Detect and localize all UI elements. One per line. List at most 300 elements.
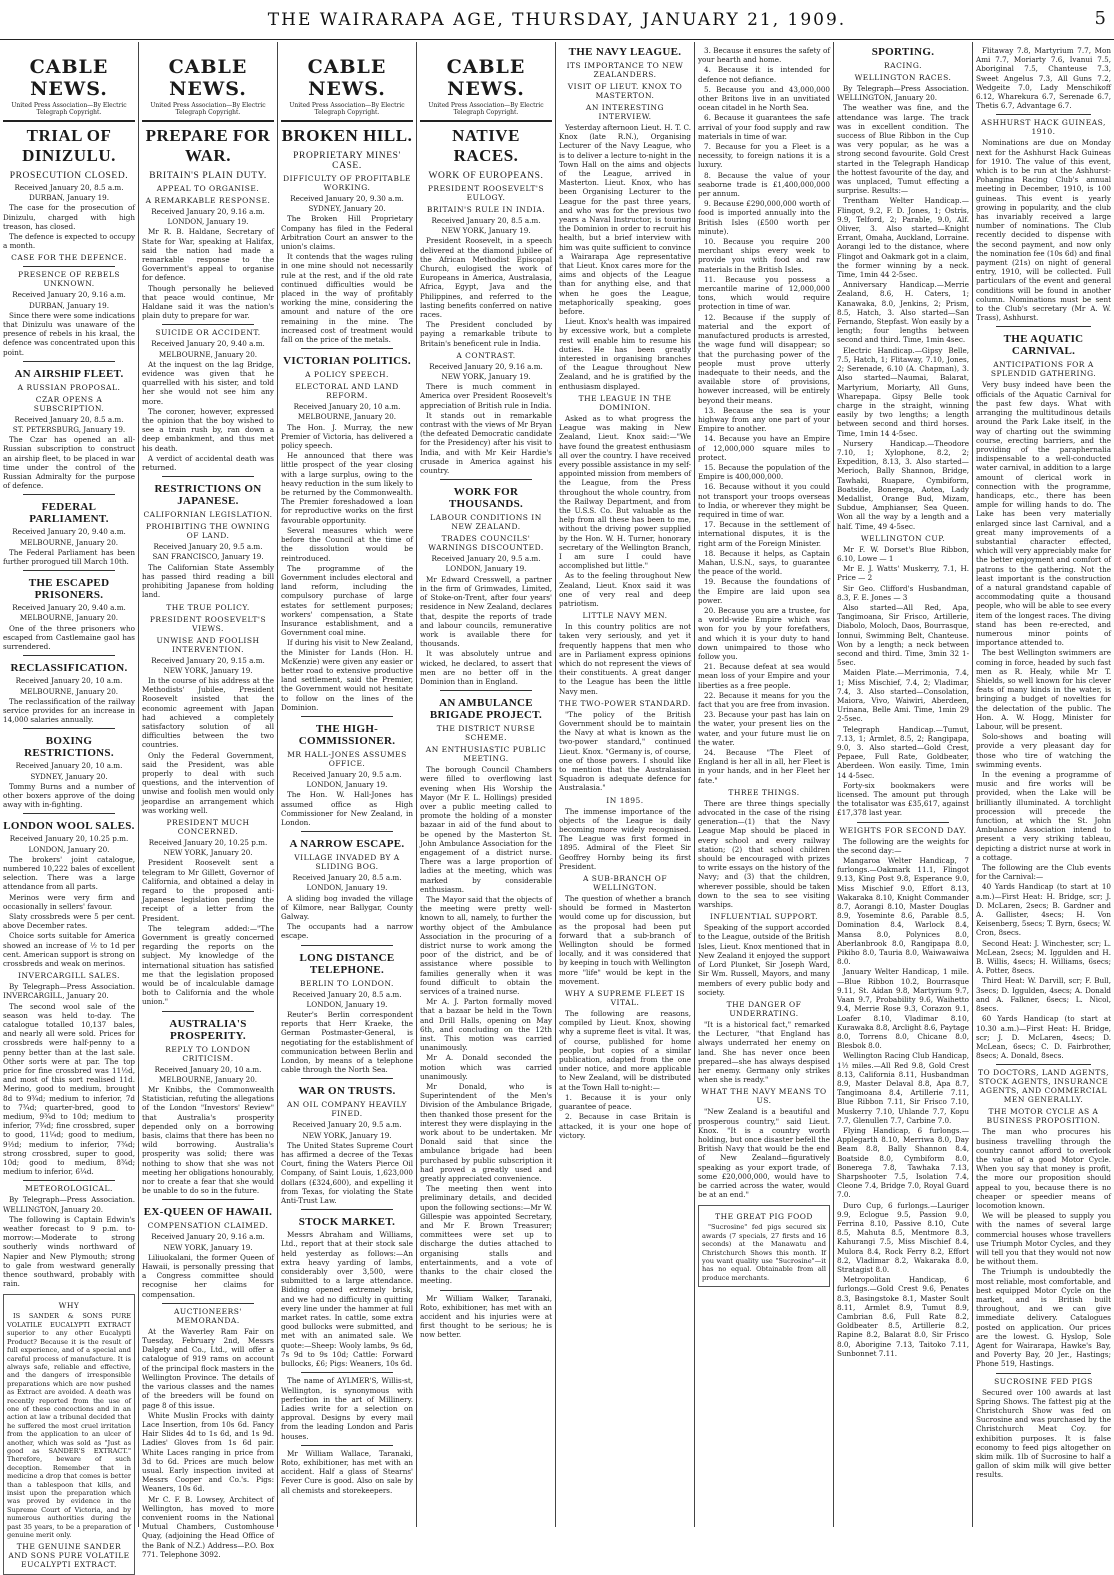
location-line: MELBOURNE, January 20. — [19, 613, 119, 623]
paragraph: 19. Because the foundations of the Empire are laid upon sea power. — [698, 577, 830, 605]
article-subhead: A POLICY SPEECH. — [305, 370, 389, 380]
article-subhead: CALIFORNIAN LEGISLATION. — [143, 510, 273, 520]
article-subhead: BRITAIN'S RULE IN INDIA. — [426, 205, 546, 214]
paragraph: Mr A. Donald seconded the motion which was carried unanimously. — [420, 1053, 552, 1081]
paragraph: 4. Because it is intended for defence not defiance. — [698, 65, 830, 84]
article-headline: STOCK MARKET. — [298, 1216, 396, 1229]
divider — [23, 728, 115, 729]
paragraph: 6. Because it guarantees the safe arrival of your food supply and raw materials in time of war. — [698, 113, 830, 141]
article-subhead: A RUSSIAN PROPOSAL. — [17, 382, 121, 392]
paragraph: The Hon. J. Murray, the new Premier of Victoria, has delivered a policy speech. — [281, 422, 413, 451]
article-headline: THE ESCAPED PRISONERS. — [28, 577, 110, 602]
paragraph: The President concluded by paying a remarkable tribute to Britain's beneficent rule in India. — [420, 320, 552, 348]
paragraph: Sir Geo. Clifford's Husbandman, 8.3, F. E. Jones — 3 — [837, 583, 969, 602]
article-subhead: THE DISTRICT NURSE SCHEME. — [436, 724, 536, 743]
location-line: DURBAN, January 19. — [28, 193, 110, 203]
paragraph: White Muslin Frocks with dainty Lace Insertion, from 10s 6d. Fancy Hair Slides 4d to 1s 6d, and 1s 9d. Ladies' Gloves from 1s 6d pair. White Laces ranging in price from 3d to 6d. Prices are much below usual. Early inspection invited at Messrs Cooper and Co.'s. Pigs: Weaners, 10s 6d. — [142, 1410, 274, 1494]
paragraph: A verdict of accidental death was returned. — [142, 453, 274, 473]
dateline: Received January 20, 10 a.m. — [293, 402, 401, 412]
article-headline: LONG DISTANCE TELEPHONE. — [299, 951, 395, 976]
dateline: Received January 20, 8.5 a.m. — [431, 216, 541, 225]
divider — [162, 1199, 254, 1200]
article-subhead: WHY A SUPREME FLEET IS VITAL. — [564, 989, 686, 1008]
paragraph: The Hon. W. Hall-Jones has assumed office as High Commissioner for New Zealand, in London. — [281, 790, 413, 827]
section-heading: CABLE NEWS. — [446, 56, 526, 100]
article-subhead: DIFFICULTY OF PROFITABLE WORKING. — [283, 174, 411, 192]
paragraph: Mr E. J. Watts' Muskerry, 7.1, H. Price — 2 — [837, 564, 969, 583]
paragraph: It stands out in remarkable contrast with the views of Mr Bryan (the defeated Democratic candidate for the Presidency) after his visit to India, and with Mr Keir Hardie's crusade in America against his country. — [420, 410, 552, 476]
paragraph: The Federal Parliament has been further prorogued till March 10th. — [3, 547, 135, 567]
paragraph: 21. Because defeat at sea would mean loss of your Empire and your liberties as a free people. — [698, 662, 830, 690]
divider — [162, 324, 254, 325]
divider — [440, 1290, 532, 1291]
paragraph: Tommy Burns and a number of other boxers approve of the doing away with in-fighting. — [3, 781, 135, 810]
article-headline: SPORTING. — [871, 46, 935, 58]
location-line: NEW YORK, January 20. — [163, 848, 253, 858]
article-headline: A NARROW ESCAPE. — [289, 838, 405, 851]
location-line: SAN FRANCISCO, January 19. — [152, 552, 264, 562]
article-subhead: APPEAL TO ORGANISE. — [156, 184, 260, 193]
article-subhead: WHAT THE NAVY MEANS TO US. — [701, 1087, 827, 1106]
paragraph: Lieut. Knox's health was impaired by excessive work, but a complete rest will enable him to resume his duties. He has been greatly interested in organising branches of the League throughout New Zealand, and he is gratified by the enthusiasm displayed. — [559, 317, 691, 391]
paragraph: "The policy of the British Government should be to maintain the Navy at what is known as the two-power standard," continued Lieut. Knox. "Germany is, of course, one of those powers. I should like to mention that the Australasian Squadron is adequate defence for Australasia." — [559, 709, 691, 793]
article-headline: PREPARE FOR WAR. — [145, 126, 271, 165]
paragraph: It was absolutely untrue and wicked, he declared, to assert that men are no better off in the Dominion than in England. — [420, 649, 552, 686]
article-headline: WAR ON TRUSTS. — [298, 1085, 396, 1098]
paragraph: 15. Because the population of the Empire is 400,000,000. — [698, 462, 830, 482]
advertisement — [3, 1294, 135, 1575]
ad-heading: WHY — [58, 1301, 80, 1311]
divider — [301, 1445, 393, 1446]
paragraph: 13. Because the sea is your highway from any one part of your Empire to another. — [698, 405, 830, 434]
paragraph: Flying Handicap, 6 furlongs.—Applegarth 8.10, Merriwa 8.0, Day Beam 8.8, Bally Shannon 8.4, Boatside 8.0, Cymbiform 8.0, Bonerega 7.8, Tawhaka 7.13, Sharpshooter 7.5, Isolation 7.4, Cleone 7.4, Bridge 7.0, Royal Guard 7.0. — [837, 1125, 969, 1200]
article-subhead: CZAR OPENS A SUBSCRIPTION. — [33, 394, 105, 413]
advertisement — [698, 1205, 830, 1287]
paragraph: The occupants had a narrow escape. — [281, 922, 413, 941]
paragraph: The name of AYLMER'S, Willis-st, Wellington, is synonymous with perfection in the art of Millinery. Ladies write for a selection on approval. Designs by every mail from the leading London and Paris houses. — [281, 1376, 413, 1441]
article-headline: NATIVE RACES. — [452, 126, 520, 165]
dateline: Received January 20, 9.16 a.m. — [12, 290, 126, 300]
article-subhead: VISIT OF LIEUT. KNOX TO MASTERTON. — [567, 82, 683, 100]
article-headline: VICTORIAN POLITICS. — [283, 355, 411, 368]
paragraph: Mr William Wallace, Taranaki, Roto, exhibitioner, has met with an accident. Half a glass of Stearns' Fever Cure is good. Also on sale by all chemists and storekeepers. — [281, 1448, 413, 1495]
dateline: Received January 20, 10 a.m. — [15, 676, 123, 686]
paragraph: The Broken Hill Proprietary Company has filed in the Federal Arbitration Court an answer to the union's claims. — [281, 214, 413, 252]
article-headline: BOXING RESTRICTIONS. — [24, 735, 114, 760]
article-headline: AUCTIONEERS' MEMORANDA. — [174, 1306, 242, 1325]
section-heading: CABLE NEWS. — [307, 56, 387, 100]
paragraph: The United States Supreme Court has affirmed a decree of the Texas Court, fining the Waters Pierce Oil Company, of Saint Louis, 1,623,000 dollars (£324,600), and expelling it from Texas, for violating the State Anti-Trust Law. — [281, 1140, 413, 1206]
location-line: MELBOURNE, January 20. — [297, 412, 397, 422]
column-5 — [556, 42, 695, 1527]
article-subhead: RACING. — [884, 61, 922, 70]
column-2 — [139, 42, 278, 1559]
paragraph: The telegram added:—"The Government is greatly concerned regarding the reports on the subject. My knowledge of the international situation has satisfied me that the legislation proposed would be of incalculable damage both to California and the whole union." — [142, 923, 274, 1007]
article-subhead: LABOUR CONDITIONS IN NEW ZEALAND. — [430, 513, 542, 532]
article-subhead: PROSECUTION CLOSED. — [9, 171, 129, 181]
ad-heading: THE GREAT PIG FOOD — [715, 1212, 813, 1222]
paragraph: President Roosevelt sent a telegram to Mr Gillett, Governor of California, and obtained a delay in regard to the proposed anti-Japanese legislation pending the receipt of a letter from the President. — [142, 858, 274, 923]
divider — [301, 716, 393, 717]
article-subhead: AN INTERESTING INTERVIEW. — [585, 103, 665, 121]
article-subhead: THE TWO-POWER STANDARD. — [559, 698, 691, 708]
dateline: Received January 20, 9.30 a.m. — [290, 194, 404, 203]
paragraph: Electric Handicap.—Gipsy Belle, 7.5, Hatch, 1; Flitaway, 7.10, Jones, 2; Serenade, 6.10 (A. Chapman), 3. Also started—Naumai, Balarat, Martyrium, Moriarty, All Guns, Wharepapa. Gipsy Belle took charge in the straight, winning easily by two lengths; a length between second and third horses. Time, 1min 14 4-5sec. — [837, 345, 969, 438]
byline: United Press Association—By Electric Telegraph Copyright. — [428, 102, 544, 116]
paragraph: Trentham Welter Handicap.—Flingot, 9.2, F. D. Jones, 1; Ostris, 9.9, Telford, 2; Parable, 9.0, Alf. Oliver, 3. Also started—Knight Errant, Omaha, Auckland, Lorraine. Aorangi led to the distance, where Flingot and Oakmark got in a claim, the former winning by a neck. Time, 1min 44 2-5sec. — [837, 196, 969, 280]
article-subhead: ELECTORAL AND LAND REFORM. — [295, 382, 399, 401]
divider — [23, 813, 115, 814]
divider — [281, 120, 413, 122]
article-subhead: PRESIDENT ROOSEVELT'S VIEWS. — [149, 614, 267, 633]
paragraph: Mr Knibbs, the Commonwealth Statistician, refuting the allegations of the London "Investors' Review" that Australia's prosperity depended only on a borrowing basis, claims that there has been no wild borrowing. Australia's prosperity was solid; there was nothing to show that she was not meeting her obligations honourably, nor to create a fear that she would be unable to do so in the future. — [142, 1085, 274, 1196]
article-subhead: PRESIDENT ROOSEVELT'S EULOGY. — [427, 184, 545, 202]
article-headline: THE HIGH-COMMISSIONER. — [298, 722, 396, 747]
paragraph: The Czar has opened an all-Russian subscription to construct an airship fleet, to be placed in war time under the control of the Russian Admiralty for the purpose of defence. — [3, 435, 135, 491]
article-subhead: ITS IMPORTANCE TO NEW ZEALANDERS. — [566, 61, 684, 79]
article-subhead: THE MOTOR CYCLE AS A BUSINESS PROPOSITION. — [986, 1107, 1101, 1126]
dateline: Received January 20, 8.5 a.m. — [14, 183, 124, 192]
paragraph: Asked as to what progress the League was making in New Zealand, Lieut. Knox said:—"We have found the greatest enthusiasm all over the country. I have received every possible assistance in my self-appointed mission from members of the League, from the Press throughout the whole country, from the Railway Department, and from the U.S.S. Co. But valuable as the help from all these has been to me, without the driving power supplied by the Hon. W. H. Turner, honorary secretary of the Wellington Branch, I am sure I could have accomplished but little." — [559, 413, 691, 571]
paragraph: Very busy indeed have been the officials of the Aquatic Carnival for the past few days. What with arranging the multitudinous details around the Park Lake itself, in the way of charting out the swimming course, erecting barriers, and the providing of the paraphernalia indispensable to a well-conducted water carnival, in addition to a large amount of clerical work in connection with the programme, handicaps, etc., there has been ample for willing hands to do. The Lake has been very materially enlarged since last Carnival, and a great many improvements of a substantial character effected, which will very appreciably make for the better enjoyment and comfort of patrons to the gathering. Not the least important is the construction of a natural grandstand capable of accommodating quite a thousand people, who will be able to see every item of the longest races. The diving stand has been re-erected, and numerous minor points of importance attended to. — [976, 380, 1111, 648]
divider — [23, 266, 115, 267]
column-4 — [417, 42, 556, 1527]
paragraph: Third Heat: W. Darvill, scr; F. Bull, 3secs; D. Iggulden, 4secs; A. Donald and A. Falkner, 6secs; L. Nicol, 8secs. — [976, 976, 1111, 1014]
paragraph: 1. Because it is your only guarantee of peace. — [559, 1092, 691, 1112]
article-subhead: ANTICIPATIONS FOR A SPLENDID GATHERING. — [990, 360, 1097, 379]
location-line: NEW YORK, January 19. — [163, 1242, 253, 1252]
paragraph: The Californian State Assembly has passed third reading a bill prohibiting Japanese from holding land. — [142, 562, 274, 600]
location-line: NEW YORK, January 19. — [441, 226, 531, 236]
paragraph: Mr A. J. Parton formally moved that a bazaar be held in the Town and Drill Halls, opening on May 6th, and concluding on the 12th inst. This motion was carried unanimously. — [420, 997, 552, 1053]
divider — [23, 1180, 115, 1181]
paragraph: Mr Donald, who is Superintendent of the Men's Division of the Ambulance Brigade, then thanked those present for the interest they were displaying in the work about to be undertaken. Mr Donald said that since the ambulance brigade had been purchased by public subscription it had proved a greatly used and greatly appreciated convenience. — [420, 1082, 552, 1184]
location-line: NEW YORK, January 19. — [441, 372, 531, 382]
divider — [3, 120, 135, 122]
divider — [301, 1372, 393, 1373]
article-subhead: UNWISE AND FOOLISH INTERVENTION. — [156, 635, 260, 654]
column-7 — [834, 42, 973, 1527]
location-line: MELBOURNE, January 20. — [19, 686, 119, 696]
paragraph: Mr F. W. Dorset's Blue Ribbon, 6.10, Lowe — 1 — [837, 544, 969, 563]
article-headline: EX-QUEEN OF HAWAII. — [143, 1206, 273, 1219]
article-subhead: THE DANGER OF UNDERRATING. — [726, 999, 802, 1018]
location-line: MELBOURNE, January 20. — [158, 1074, 258, 1084]
divider — [440, 690, 532, 691]
dateline: Received January 20, 9.16 a.m. — [429, 361, 543, 371]
paragraph: Nursery Handicap.—Theodore 7.10, 1; Xylophone, 8.2, 2; Expedition, 8.13, 3. Also started—Merioch, Bally Shannon, Bridge, Tawhaki, Ruapare, Cymbiform, Boatside, Bonerega, Aotea, Lady Medallist, Orange Bud, Mizam, Subdue, Amphianser, Sea Queen. Won all the way by a length and a half. Time, 49 4-5sec. — [837, 438, 969, 531]
article-headline: RESTRICTIONS ON JAPANESE. — [154, 483, 262, 508]
paragraph: 20. Because you are a trustee, for a world-wide Empire which was won for you by your forefathers, and which it is your duty to hand down unimpaired to those who follow you. — [698, 605, 830, 661]
paragraph: The question of whether a branch should be formed in Masterton would come up for discussion, but as the proposal had been put forward that a sub-branch of Wellington should be formed locally, and it was considered that by keeping in touch with Wellington more "life" would be kept in the movement. — [559, 894, 691, 986]
byline: United Press Association—By Electric Telegraph Copyright. — [289, 102, 405, 116]
column-6 — [695, 42, 834, 1527]
paragraph: Speaking of the support accorded to the League, outside of the British Isles, Lieut. Knox mentioned that in New Zealand it enjoyed the support of Lord Plunket, Sir Joseph Ward, Sir Wm. Russell, Mayors, and many members of every public body and society. — [698, 923, 830, 997]
paragraph: Slaty crossbreds were 5 per cent. above December rates. — [3, 911, 135, 931]
paragraph: Messrs Abraham and Williams, Ltd., report that at their stock sale held yesterday as follows:—An extra heavy yarding of lambs, considerably over 3,500, were submitted to a large attendance. Bidding opened extremely brisk, and we had no difficulty in quitting every line under the hammer at full market rates. In cattle, some extra good bullocks were submitted, and met with an animated sale. We quote:—Sheep: Wooly lambs, 9s 6d, 7s 9d to 9s 10d; Cattle: Forward bullocks, £6; Pigs: Weaners, 10s 6d. — [281, 1230, 413, 1369]
article-subhead: MR HALL-JONES ASSUMES OFFICE. — [287, 749, 407, 768]
article-subhead: WELLINGTON RACES. — [854, 73, 952, 82]
dateline: Received January 20, 9.16 a.m. — [151, 1232, 265, 1242]
article-subhead: VILLAGE INVADED BY A SLIDING BOG. — [294, 853, 400, 872]
location-line: LONDON, January 19. — [306, 883, 388, 893]
article-subhead: REPLY TO LONDON CRITICISM. — [165, 1044, 251, 1063]
article-headline: SUICIDE OR ACCIDENT. — [155, 328, 261, 338]
paragraph: Though personally he believed that peace would continue, Mr Haldane said it was the nation's plain duty to prepare for war. — [142, 283, 274, 321]
paragraph: The borough Council Chambers were filled to overflowing last evening when His Worship the Mayor (Mr F. L. Hollings) presided over a public meeting called to promote the holding of a monster bazaar in aid of the fund about to be opened by the Masterton St. John Ambulance Association for the engagement of a district nurse. There was a large proportion of ladies at the meeting, which was marked by considerable enthusiasm. — [420, 765, 552, 894]
page-number: 5 — [1094, 8, 1106, 29]
paragraph: The following are reasons, compiled by Lieut. Knox, showing why a supreme fleet is vital. It was, of course, published for home people, but copies of a similar publication, adapted from the one under notice, and more applicable to New Zealand, will be distributed at the Town Hall to-night:— — [559, 1009, 691, 1092]
location-line: LONDON, January 20. — [28, 844, 110, 854]
paragraph: The coroner, however, expressed the opinion that the boy wished to see a train rush by, ran down a deep embankment, and thus met his death. — [142, 406, 274, 453]
paragraph: 12. Because if the supply of material and the export of manufactured products is arrested, the wage fund will disappear; so that the purchasing power of the people must prove utterly inadequate to their needs, and the available store of provisions, however increased, will be entirely beyond their means. — [698, 312, 830, 405]
paragraph: 7. Because for you a Fleet is a necessity, to foreign nations it is a luxury. — [698, 142, 830, 170]
paragraph: The following are the Club events for the Carnival:— — [976, 863, 1111, 882]
paragraph: 40 Yards Handicap (to start at 10 a.m.)—First Heat: H. Bridge, scr; J. D. McLaren, 2secs; B. Gardner and A. Gallister, 4secs; H. Von Keisenberg, 5secs; T. Byrn, 6secs; W. Cron, 8secs. — [976, 882, 1111, 938]
dateline: Received January 20, 9.5 a.m. — [153, 542, 263, 552]
dateline: Received January 20, 9.40 a.m. — [151, 339, 265, 349]
article-headline: ASHHURST HACK GUINEAS, 1910. — [981, 118, 1106, 137]
paragraph: Mr William Walker, Taranaki, Roto, exhibitioner, has met with an accident and his injuries were at first thought to be serious; he is now better. — [420, 1293, 552, 1340]
paragraph: Telegraph Handicap.—Tumut, 7.13, 1; Armlet, 8.5, 2; Rangipapa, 9.0, 3. Also started—Gold Crest, Pepaee, Full Rate, Goldbeater, Aberdeen. Won easily. Time, 1min 14 4-5sec. — [837, 724, 969, 780]
location-line: NEW YORK, January 19. — [302, 1130, 392, 1140]
divider — [420, 120, 552, 122]
article-subhead: COMPENSATION CLAIMED. — [147, 1221, 269, 1231]
column-1 — [0, 42, 139, 1570]
dateline: Received January 20, 10 a.m. — [15, 761, 123, 771]
paragraph: The defence is expected to occupy a month. — [3, 232, 135, 251]
paragraph: 22. Because it means for you the fact that you are free from invasion. — [698, 690, 830, 710]
dateline: Received January 20, 9.5 a.m. — [431, 554, 541, 564]
article-subhead: BRITAIN'S PLAIN DUTY. — [149, 171, 267, 181]
location-line: LONDON, January 19. — [167, 217, 249, 227]
article-subhead: CASE FOR THE DEFENCE. — [11, 253, 127, 263]
dateline: Received January 20, 9.15 a.m. — [151, 655, 265, 665]
divider — [301, 348, 393, 349]
divider — [301, 831, 393, 832]
paragraph: Flitaway 7.8, Martyrium 7.7, Mon Ami 7.7, Moriarty 7.6, Ivanui 7.5, Aboriginal 7.5, Chanteuse 7.3, Sweet Angelus 7.3, All Guns 7.2, Wedgeite 7.0, Lady Menschikoff 6.12, Wharekura 6.7, Serenade 6.7, Thetis 6.7, Advantage 6.7. — [976, 46, 1111, 111]
paragraph: By Telegraph—Press Association. INVERCARGILL, January 20. — [3, 982, 135, 1001]
location-line: LONDON, January 19. — [445, 564, 527, 574]
location-line: LONDON, January 19. — [306, 780, 388, 790]
paragraph: Mr C. F. B. Lowsey, Architect of Wellington, has moved to more convenient rooms in the National Mutual Chambers, Customhouse Quay, (adjoining the Head Office of the Bank of N.Z.) Address—P.O. Box 771. Telephone 3092. — [142, 1494, 274, 1559]
paragraph: There is much comment in America over President Roosevelt's appreciation of British rule in India. — [420, 382, 552, 410]
dateline: Received January 20, 9.5 a.m. — [292, 1120, 402, 1130]
paragraph: Anniversary Handicap.—Merrie Zealand, 8.6, H. Caters, 1; Kanawaka, 8.0, Jenkins, 2; Prism, 8.5, Hatch, 3. Also started—San Fernando, Stepfast. Won easily by a length; four lengths between second and third. Time, 1min 4sec. — [837, 280, 969, 345]
paragraph: In this country politics are not taken very seriously, and yet it frequently happens that men who are in Parliament express opinions which do not represent the views of their constituents. A great danger to the League has been the little Navy men. — [559, 622, 691, 696]
divider — [23, 361, 115, 362]
dateline: Received January 20, 9.40 a.m. — [12, 603, 126, 613]
paragraph: The brokers' joint catalogue, numbered 10,222 bales of excellent selection. There was a large attendance from all parts. — [3, 854, 135, 892]
location-line: MELBOURNE, January 20. — [19, 537, 119, 547]
article-subhead: A CONTRAST. — [456, 350, 516, 360]
article-headline: AN AMBULANCE BRIGADE PROJECT. — [429, 697, 543, 722]
divider — [162, 1303, 254, 1304]
article-subhead: PRESENCE OF REBELS UNKNOWN. — [18, 270, 120, 289]
divider — [996, 1373, 1091, 1374]
paragraph: Merinos were very firm and occasionally in sellers' favour. — [3, 892, 135, 911]
article-subhead: BERLIN TO LONDON. — [300, 978, 394, 988]
divider — [301, 1209, 393, 1210]
article-headline: LONDON WOOL SALES. — [3, 820, 135, 833]
article-subhead: INFLUENTIAL SUPPORT. — [710, 912, 818, 922]
paragraph: January Welter Handicap, 1 mile.—Blue Ribbon 10.2, Bourrasque 9.11, St. Aidan 9.8, Martyrium 9.7, Vaan 9.7, Probability 9.6, Waihetto 9.4, Merrie Rose 9.3, Corazon 9.1, Loafer 8.10, Vladimar 8.10, Kurawaka 8.8, Arclight 8.6, Paytage 8.0, Torrens 8.0, Chicane 8.0, Blesbok 8.0. — [837, 967, 969, 1051]
paragraph: Duro Cup, 6 furlongs.—Lauriger 9.9, Eclogue 9.5, Passion 9.0, Ferrina 8.10, Passive 8.10, Cute 8.5, Mahuta 8.5, Mentmore 8.3, Kahurangi 7.5, Miss Mischief 8.4, Mulora 8.4, Rock Ferry 8.2, Effort 8.2, Vladimar 8.2, Wakaraka 8.0, Stratagist 8.0. — [837, 1200, 969, 1274]
paragraph: 2. Because in case Britain is attacked, it is your one hope of victory. — [559, 1112, 691, 1140]
article-subhead: PROHIBITING THE OWNING OF LAND. — [145, 522, 271, 541]
article-headline: TRIAL OF DINIZULU. — [22, 126, 116, 165]
paragraph: The weather was fine, and the attendance was large. The track was in excellent condition. The success of Blue Ribbon in the Cup was very popular, as he was a strong second favourite. Gold Crest started in the Telegraph Handicap the hottest favourite of the day, and was unplaced, Tumut effecting a surprise. Results:— — [837, 103, 969, 196]
paragraph: The following is Captain Edwin's weather forecast to 9 p.m. to-morrow:—Moderate to strong southerly winds northward of Napier and New Plymouth; strong to gale from westward generally thence southward, probably with rain. — [3, 1214, 135, 1289]
article-subhead: WELLINGTON CUP. — [860, 533, 946, 543]
paragraph: "It is a historical fact," remarked the Lecturer, "that England has always underrated her enemy on land. She has never once been prepared—she has always despised her enemy. Germany only strikes when she is ready." — [698, 1019, 830, 1085]
paragraph: If during his visit to New Zealand, the Minister for Lands (Hon. H. McKenzie) were given any easier or better road to extensive productive land settlement, said the Premier, the Government would not hesitate to follow on the lines of the Dominion. — [281, 638, 413, 712]
paragraph: 14. Because you have an Empire of 12,000,000 square miles to protect. — [698, 434, 830, 462]
article-subhead: THREE THINGS. — [728, 787, 800, 797]
divider — [142, 120, 274, 122]
divider — [301, 945, 393, 946]
paragraph: In the evening a programme of music and fire works will be provided, when the Lake will be brilliantly illuminated. A torchlight procession will precede the function, at which the St. John Ambulance Association intend to present a very striking tableau, depicting a district nurse at work in a cottage. — [976, 770, 1111, 862]
paragraph: The case for the prosecution of Dinizulu, charged with high treason, has closed. — [3, 203, 135, 231]
paragraph: Solo-shows and boating will provide a very pleasant day for those who tire of watching the swimming events. — [976, 732, 1111, 769]
column-3 — [278, 42, 417, 1527]
article-subhead: TRADES COUNCILS' WARNINGS DISCOUNTED. — [428, 534, 544, 553]
paragraph: 18. Because it helps, as Captain Mahan, U.S.N., says, to guarantee the peace of the world. — [698, 548, 830, 577]
paragraph: Secured over 100 awards at last Spring Shows. The fattest pig at the Christchurch Show was fed on Sucrosine and was purchased by the Christchurch Meat Coy. for exhibition purposes. It is false economy to feed pigs altogether on skim milk. 1lb of Sucrosine to half a gallon of skim milk will give better results. — [976, 1387, 1111, 1480]
divider — [857, 822, 949, 823]
section-heading: CABLE NEWS. — [29, 56, 109, 100]
divider — [996, 114, 1091, 115]
dateline: Received January 20, 8.5 a.m. — [292, 989, 402, 999]
divider — [162, 1011, 254, 1012]
article-headline: FEDERAL PARLIAMENT. — [29, 501, 109, 526]
paragraph: The Triumph is undoubtedly the most reliable, most comfortable, and best equipped Motor Cycle on the market, and is British built throughout, and we can give immediate delivery. Catalogues posted on application. Our prices are the lowest. G. Hyslop, Sole Agent for Wairarapa, Hawke's Bay, and Poverty Bay, 20 Jer., Hastings; Phone 519, Hastings. — [976, 1267, 1111, 1369]
article-subhead: PRESIDENT MUCH CONCERNED. — [166, 817, 250, 836]
divider — [162, 476, 254, 477]
paragraph: The immense importance of the objects of the League is daily becoming more widely recognised. The League was first formed in 1895. Admiral of the Fleet Sir Geoffrey Hornby being its first President. — [559, 806, 691, 871]
ad-text: "Sucrosine" fed pigs secured six awards (7 specials, 27 firsts and 16 seconds) at the Manawatu and Christchurch Shows this month. If you want quality use "Sucrosine"—it has no equal. Obtainable from all produce merchants. — [702, 1223, 826, 1282]
dateline: Received January 20, 9.40 a.m. — [12, 527, 126, 537]
paragraph: A sliding bog invaded the village of Kilmore, near Ballygar, County Galway. — [281, 893, 413, 921]
paragraph: 10. Because you require 200 merchant ships every week to provide you with food and raw materials in the British Isles. — [698, 237, 830, 274]
masthead — [0, 0, 1114, 40]
article-headline: WORK FOR THOUSANDS. — [448, 486, 524, 511]
article-subhead: WEIGHTS FOR SECOND DAY. — [839, 825, 967, 835]
paragraph: Nominations are due on Monday next for the Ashhurst Hack Guineas for 1910. The value of this event, which is to be run at the Ashhurst-Pohangina Racing Club's annual meeting in December, 1910, is 100 guineas. This event is yearly growing in popularity, and the club has invariably received a large number of nominations. The Club recently decided to dispense with the second payment, and now only the nomination fee (10s 6d) and final payment (21s) on night of general entry, 1910, will be collected. Full particulars of the event and general conditions will be found in another column. Nominations must be sent to the Club's secretary (Mr A. W. Trass), Ashhurst. — [976, 138, 1111, 323]
dateline: Received January 20, 10 a.m. — [154, 1064, 262, 1074]
paragraph: The programme of the Government includes electoral and land reform, including the compulsory purchase of large estates for settlement purposes; workers' compensation, a State Insurance establishment, and a Government coal mine. — [281, 563, 413, 638]
article-subhead: THE LEAGUE IN THE DOMINION. — [578, 393, 672, 412]
paragraph: Reuter's Berlin correspondent reports that Herr Kraeke, the German Postmaster-General, is negotiating for the establishment of communication between Berlin and London, by means of a telephone cable through the North Sea. — [281, 1010, 413, 1075]
paragraph: Only the Federal Government, said the President, was able properly to deal with such questions, and the intervention of unwise and foolish men would only jeopardise an arrangement which was working well. — [142, 750, 274, 815]
paragraph: Yesterday afternoon Lieut. H. T. C. Knox (late R.N.), Organising Lecturer of the Navy League, who is to deliver a lecture to-night in the Town Hall on the aims and objects of the League, arrived in Masterton. Lieut. Knox, who has been Organising Lecturer to the League for the past three years, and who was for the previous two years a Naval Instructor, is touring the Dominion in order to recruit his health, but a brief interview with him was quite sufficient to convince a Wairarapa Age representative that Lieut. Knox cares more for the aims and objects of the League than for anything else, and that when he goes the League, metaphorically speaking, goes before. — [559, 123, 691, 317]
paragraph: Forty-six bookmakers were licensed. The amount put through the totalisator was £35,617, against £17,378 last year. — [837, 780, 969, 818]
paragraph: We will be pleased to supply you with the names of several large commercial houses whose travellers use Triumph Motor Cycles, and they will tell you that they would not now be without them. — [976, 1211, 1111, 1267]
dateline: Received January 20, 9.5 a.m. — [292, 769, 402, 779]
column-8 — [973, 42, 1114, 1527]
paragraph: The man who procures his business travelling through the country cannot afford to overlook the value of a good Motor Cycle. When you say that money is profit, the more our proposition should appeal to you, because there is no cheaper or speedier means of locomotion known. — [976, 1127, 1111, 1210]
section-heading: CABLE NEWS. — [168, 56, 248, 100]
article-subhead: WORK OF EUROPEANS. — [428, 171, 544, 181]
paragraph: 8. Because the value of your seaborne trade is £1,400,000,000 per annum. — [698, 170, 830, 199]
paragraph: Several measures which were before the Council at the time of the dissolution would be reintroduced. — [281, 525, 413, 563]
paragraph: The Mayor said that the objects of the meeting were pretty well-known to all, namely, to further the worthy object of the Ambulance Association in the procuring of a district nurse to work among the poor of the district, and be of assistance where possible to families generally when it was found difficult to obtain the services of a trained nurse. — [420, 894, 552, 996]
paragraph: 3. Because it ensures the safety of your hearth and home. — [698, 46, 830, 65]
paragraph: 5. Because you and 43,000,000 other Britons live in an unvitiated ocean citadel in he North Sea. — [698, 84, 830, 113]
paragraph: By Telegraph—Press Association. WELLINGTON, January 20. — [837, 84, 969, 103]
paragraph: There are three things specially advocated in the case of the rising generation—(1) that the Navy League Map should be placed in every school and every railway station; (2) that school children should be encouraged with prizes to write essays on the history of the Navy; and (3) that the children, wherever possible, should be taken down to the sea to see visiting warships. — [698, 798, 830, 910]
location-line: DURBAN, January 19. — [28, 300, 110, 310]
dateline: Received January 20, 8.5 a.m. — [292, 873, 402, 883]
location-line: MELBOURNE, January 20. — [158, 349, 258, 359]
paragraph: 11. Because you possess a mercantile marine of 12,000,000 tons, which would require protection in time of war. — [698, 274, 830, 312]
article-subhead: PROPRIETARY MINES' CASE. — [293, 151, 401, 171]
article-headline: THE AQUATIC CARNIVAL. — [1003, 333, 1084, 358]
paragraph: As to the feeling throughout New Zealand, Lieut. Knox said it was one of very real and deep patriotism. — [559, 571, 691, 608]
divider — [23, 655, 115, 656]
article-subhead: A SUB-BRANCH OF WELLINGTON. — [582, 874, 668, 893]
newspaper-masthead-title: THE WAIRARAPA AGE, THURSDAY, JANUARY 21, 1909. — [267, 10, 847, 30]
divider — [440, 479, 532, 480]
paragraph: He announced that there was little prospect of the year closing with a large surplus, owing to the heavy reduction in the sum likely to be returned by the Commonwealth. The Premier foreshadowed a loan for reproductive works on the first favourable opportunity. — [281, 451, 413, 525]
article-subhead: AN OIL COMPANY HEAVILY FINED. — [287, 1100, 407, 1119]
article-subhead: INVERCARGILL SALES. — [18, 971, 120, 981]
article-headline: RECLASSIFICATION. — [10, 662, 128, 675]
paragraph: One of the three prisoners who escaped from Castlemaine gaol has surrendered. — [3, 623, 135, 652]
paragraph: The following are the weights for the second day:— — [837, 836, 969, 855]
location-line: LONDON, January 19. — [306, 999, 388, 1009]
location-line: NEW YORK, January 19. — [163, 665, 253, 675]
article-headline: THE NAVY LEAGUE. — [568, 46, 682, 58]
paragraph: Since there were some indications that Dinizulu was unaware of the presence of rebels in his kraal, the defence was concentrated upon this point. — [3, 310, 135, 357]
newspaper-columns — [0, 42, 1114, 1570]
divider — [23, 494, 115, 495]
byline: United Press Association—By Electric Telegraph Copyright. — [150, 102, 266, 116]
paragraph: By Telegraph—Press Association. WELLINGTON, January 20. — [3, 1195, 135, 1214]
location-line: SYDNEY, January 20. — [308, 204, 386, 214]
article-headline: SUCROSINE FED PIGS — [994, 1376, 1093, 1386]
paragraph: "New Zealand is a beautiful and prosperous country," said Lieut. Knox. "It is a country worth holding, but once disaster befell the British Navy that would be the end of New Zealand—figuratively speaking as your export trade, of some £20,000,000, would have to be carried across the water, would be at an end." — [698, 1107, 830, 1200]
paragraph: 60 Yards Handicap (to start at 10.30 a.m.)—First Heat: H. Bridge, scr; J. D. McLaren, 4secs; D. McLean, 6secs; C. D. Fairbrother, 8secs; A. Donald, 8secs. — [976, 1014, 1111, 1061]
paragraph: Metropolitan Handicap, 6 furlongs.—Gold Crest 9.6, Penates 8.3, Basingstoke 8.1, Master Soult 8.11, Armlet 8.9, Tumut 8.9, Cambrian 8.6, Full Rate 8.2, Goldbeater 8.5, Artillerie 8.2, Rapine 8.2, Balarat 8.0, Sir Frisco 8.0, Aborigine 7.13, Taitoko 7.11, Sunbonnet 7.11. — [837, 1275, 969, 1358]
divider — [996, 1064, 1091, 1065]
article-headline: TO DOCTORS, LAND AGENTS, STOCK AGENTS, INSURANCE AGENTS, AND COMMERCIAL MEN GENERALLY. — [978, 1068, 1109, 1105]
divider — [301, 1078, 393, 1079]
paragraph: Mangaroa Welter Handicap, 7 furlongs.—Oakmark 11.1, Flingot 9.13, King Post 9.8, Esperance 9.0, Miss Mischief 9.0, Effort 8.13, Wakaraka 8.10, Knight Commander 8.7, Aorangi 8.10, Master Douglas 8.9, Yoseminte 8.6, Parable 8.5, Domination 8.4, Warlock 8.4, Mansa 8.0, Polynices 8.0, Aberlanbrook 8.0, Rangipapa 8.0, Pikiho 8.0, Tauria 8.0, Waiwawaiwa 8.0. — [837, 856, 969, 967]
paragraph: Maiden Plate.—Merrimonia, 7.4, 1; Miss Mischief, 7.4, 2; Vladimar, 7.4, 3. Also started—Consolation, Maiora, Vivo, Waiwiri, Aberdeen, Urinana, Belle Ami. Time, 1min 29 2-5sec. — [837, 668, 969, 724]
paragraph: 23. Because your past has lain on the water, your present lies on the water, and your future must lie on the water. — [698, 710, 830, 747]
paragraph: The reclassification of the railway service provides for an increase in 14,000 salaries annually. — [3, 696, 135, 725]
paragraph: Liliuokalani, the former Queen of Hawaii, is personally pressing that a Congress committee should recognise her claims for compensation. — [142, 1252, 274, 1299]
article-subhead: A REMARKABLE RESPONSE. — [145, 196, 271, 205]
paragraph: The best Wellington swimmers are coming in force, headed by such fast men as R. Healy, while Mr T. Shields, so well known for his clever feats of many kinds in the water, is bringing a budget of novelties for the delectation of the public. The Hon. A. W. Hogg, Minister for Labour, will be present. — [976, 648, 1111, 731]
article-headline: METEOROLOGICAL. — [25, 1184, 113, 1194]
article-subhead: IN 1895. — [606, 795, 644, 805]
paragraph: Wellington Racing Club Handicap, 1½ miles.—All Red 9.8, Gold Crest 8.13, California 8.11, Husbandman 8.9, Master Delaval 8.8, Apa 8.7, Tangimoana 8.4, Artillerie 7.11, Blue Ribbon 7.11, Sir Frisco 7.10, Muskerry 7.10, Uhlande 7.7, Kopu 7.7, Glenullen 7.7, Carbine 7.0. — [837, 1051, 969, 1125]
paragraph: At the inquest on the lag Bridge, evidence was given that he quarrelled with his sister, and told her she would not see him any more. — [142, 359, 274, 406]
paragraph: It contends that the wages ruling in one mine should not necessarily rule at the rest, and if the old rate continued difficulties would be placed in the way of profitably working the mine, considering the amount and nature of the ore remaining in the mine. The increased cost of treatment would fall on the price of the metals. — [281, 252, 413, 345]
divider — [23, 570, 115, 571]
dateline: Received January 20, 10.25 p.m. — [9, 834, 129, 844]
article-subhead: LITTLE NAVY MEN. — [582, 611, 668, 621]
paragraph: At the Waverley Ram Fair on Tuesday, February 2nd, Messrs Dalgety and Co., Ltd., will offer a catalogue of 919 rams on account of the principal flock masters in the Wellington Province. The details of the various classes and the names of the breeders will be found on page 8 of this issue. — [142, 1326, 274, 1410]
ad-text: IS SANDER & SONS PURE VOLATILE EUCALYPTI EXTRACT superior to any other Eucalypti Product? Because it is the result of full experience, and of a special and careful process of manufacture. It is always safe, reliable and effective, and the dangers of irresponsible preparations which are now pushed as Extract are avoided. A death was recently reported from the use of one of these concoctions and in an action at law a tribunal decided that he suffered the most cruel irritation from the application to an ulcer of another, which was sold as "Just as good as SANDER'S EXTRACT." Therefore, beware of such deception. Remember that in medicine a drop that comes is better than a tablespoon that kills, and insist upon the preparation which was proved by evidence in the Supreme Court of Victoria, and by numerous authorities during the past 35 years, to be a preparation of genuine merit only. — [7, 1312, 131, 1540]
byline: United Press Association—By Electric Telegraph Copyright. — [11, 102, 127, 116]
paragraph: Second Heat: J. Winchester, scr; L. McLean, 2secs; M. Iggulden and H. B. Willis, 4secs; H. Williams, 6secs; A. Potter, 8secs. — [976, 938, 1111, 976]
location-line: SYDNEY, January 20. — [30, 771, 108, 781]
paragraph: Also started—All Red, Apa, Tangimoana, Sir Frisco, Artillerie, Diabolo, Moloch, Daos, Bourrasque, Ionnui, Swimming Belt, Chanteuse. Won by a length; a neck between second and third. Time, 3min 32 1-5sec. — [837, 602, 969, 668]
article-subhead: AN ENTHUSIASTIC PUBLIC MEETING. — [425, 745, 547, 764]
